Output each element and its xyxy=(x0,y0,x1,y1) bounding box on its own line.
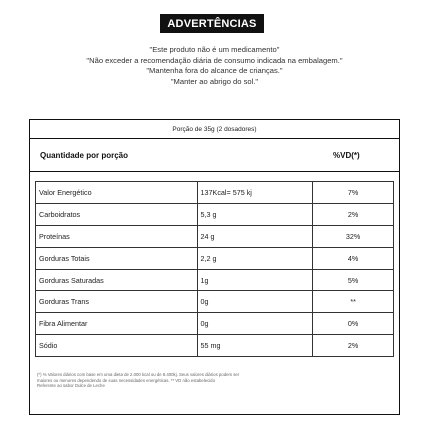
nutrient-daily-value: 5% xyxy=(313,269,394,291)
nutrient-name: Sódio xyxy=(36,335,198,357)
table-row xyxy=(36,291,394,313)
footnote-line: maiores ou menores dependendo de suas necessidades energéticas. ** VD não estabelecido xyxy=(37,377,215,383)
warning-line: "Este produto não é um medicamento" xyxy=(149,45,280,54)
nutrient-amount: 0g xyxy=(197,313,313,335)
nutrient-amount: 0g xyxy=(197,291,313,313)
table-row xyxy=(36,269,394,291)
table-row xyxy=(36,203,394,225)
nutrient-daily-value: 4% xyxy=(313,247,394,269)
header-quantity: Quantidade por porção xyxy=(40,150,129,160)
table-row xyxy=(36,313,394,335)
warning-line: "Não exceder a recomendação diária de consumo indicada na embalagem." xyxy=(86,55,343,65)
nutrient-name: Fibra Alimentar xyxy=(36,313,198,335)
nutrient-name: Gorduras Trans xyxy=(36,291,198,313)
nutrient-daily-value: 32% xyxy=(313,225,394,247)
table-row xyxy=(36,225,394,247)
nutrient-amount: 24 g xyxy=(197,225,313,247)
footnote-line: Referente ao sabor Dulce de Leche xyxy=(37,383,105,389)
table-row xyxy=(36,335,394,357)
table-row xyxy=(36,182,394,204)
warnings-title-badge xyxy=(160,14,264,33)
nutrient-name: Carboidratos xyxy=(36,203,198,225)
nutrient-amount: 2,2 g xyxy=(197,247,313,269)
table-row xyxy=(36,247,394,269)
footnote-line: (*) % Valores diários com base em uma dieta de 2.000 kcal ou de 8.400kj. Seus valores diários podem ser xyxy=(37,372,240,377)
header-daily-value: %VD(*) xyxy=(333,150,360,160)
nutrient-daily-value: 7% xyxy=(313,182,394,204)
portion-size: Porção de 35g (2 dosadores) xyxy=(172,126,257,133)
nutrition-header-row xyxy=(30,139,399,171)
nutrition-table xyxy=(35,181,394,357)
divider xyxy=(30,171,399,172)
nutrient-amount: 1g xyxy=(197,269,313,291)
nutrient-amount: 55 mg xyxy=(197,335,313,357)
nutrient-name: Gorduras Saturadas xyxy=(36,269,198,291)
warnings-list xyxy=(0,45,429,87)
nutrition-facts-panel xyxy=(29,119,400,415)
warnings-title: ADVERTÊNCIAS xyxy=(167,17,257,30)
warning-line: "Manter ao abrigo do sol." xyxy=(170,76,259,86)
nutrient-amount: 137Kcal= 575 kj xyxy=(197,182,313,204)
nutrient-name: Gorduras Totais xyxy=(36,247,198,269)
nutrient-daily-value: ** xyxy=(313,291,394,313)
nutrient-daily-value: 2% xyxy=(313,335,394,357)
nutrient-amount: 5,3 g xyxy=(197,203,313,225)
warning-line: "Mantenha fora do alcance de crianças." xyxy=(146,66,283,75)
nutrient-daily-value: 0% xyxy=(313,313,394,335)
footnote xyxy=(37,372,397,389)
nutrient-name: Proteínas xyxy=(36,225,198,247)
nutrient-name: Valor Energético xyxy=(36,182,198,204)
nutrient-daily-value: 2% xyxy=(313,203,394,225)
